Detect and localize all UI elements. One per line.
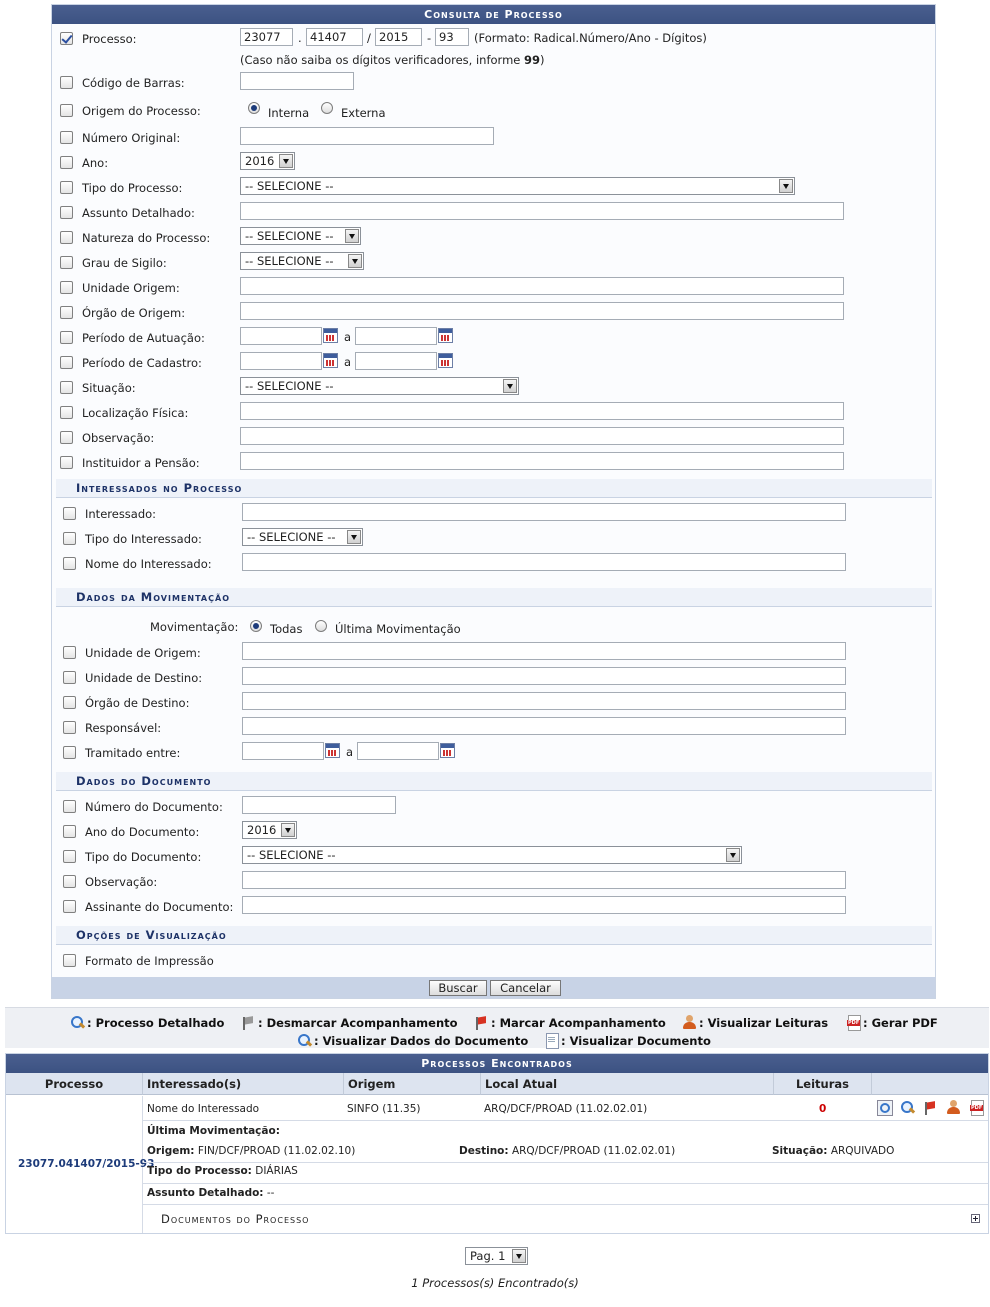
legend-leituras: : Visualizar Leituras: [682, 1015, 828, 1030]
unidade-origem-input[interactable]: [240, 277, 844, 295]
row-codigo-barras: [52, 71, 935, 95]
row-interessado: Nome do Interessado: [147, 1103, 260, 1115]
tipo-interessado-label: Tipo do Interessado:: [85, 532, 202, 546]
interessado-checkbox[interactable]: [63, 507, 76, 520]
origem-label: Origem do Processo:: [82, 104, 201, 118]
col-interessados: Interessado(s): [143, 1073, 344, 1095]
instituidor-checkbox[interactable]: [60, 456, 73, 469]
periodo-cadastro-checkbox[interactable]: [60, 356, 73, 369]
row-origem: [52, 99, 935, 123]
col-local: Local Atual: [481, 1073, 774, 1095]
row-assunto: [52, 201, 935, 225]
codigo-barras-checkbox[interactable]: [60, 76, 73, 89]
mov-tramitado-checkbox[interactable]: [63, 746, 76, 759]
form-title: Consulta de Processo: [52, 5, 935, 24]
ano-label: Ano:: [82, 156, 109, 170]
col-actions: [872, 1073, 988, 1095]
instituidor-label: Instituidor a Pensão:: [82, 456, 200, 470]
chevron-down-icon: [347, 530, 361, 544]
movimentacao-todas-label: Todas: [270, 622, 303, 636]
row-observacao: [52, 426, 935, 450]
unidade-origem-checkbox[interactable]: [60, 281, 73, 294]
ano-select[interactable]: 2016: [240, 152, 295, 170]
doc-assinante-label: Assinante do Documento:: [85, 900, 234, 914]
observacao-checkbox[interactable]: [60, 431, 73, 444]
processo-label: Processo:: [82, 32, 137, 46]
mov-orgao-destino-label: Órgão de Destino:: [85, 696, 190, 710]
row-mov-orgao-destino: [52, 691, 935, 715]
situacao-label: Situação:: [82, 381, 136, 395]
tipo-processo-select[interactable]: -- SELECIONE --: [240, 177, 795, 195]
legend-processo-detalhado: : Processo Detalhado: [70, 1015, 224, 1030]
doc-ano-select[interactable]: 2016: [242, 821, 297, 839]
chevron-down-icon: [779, 179, 793, 193]
row-interessado: [52, 502, 935, 526]
processo-formato: (Formato: Radical.Número/Ano - Dígitos): [474, 31, 707, 45]
buscar-button[interactable]: Buscar: [429, 980, 487, 996]
processo-numero-input[interactable]: 41407: [306, 28, 363, 46]
sigilo-checkbox[interactable]: [60, 256, 73, 269]
processo-radical-input[interactable]: 23077: [240, 28, 293, 46]
row-formato-impressao: [52, 949, 935, 973]
periodo-autuacao-fim-input[interactable]: [355, 327, 437, 345]
periodo-autuacao-checkbox[interactable]: [60, 331, 73, 344]
row-doc-observacao: [52, 870, 935, 894]
mov-tramitado-fim-input[interactable]: [357, 742, 439, 760]
nome-interessado-label: Nome do Interessado:: [85, 557, 212, 571]
mov-destino: Destino: ARQ/DCF/PROAD (11.02.02.01): [459, 1145, 676, 1157]
user-icon[interactable]: [946, 1100, 961, 1115]
mov-unidade-destino-input[interactable]: [242, 667, 846, 685]
pdf-icon: [846, 1015, 861, 1030]
row-nome-interessado: [52, 552, 935, 576]
origem-externa-label: Externa: [341, 106, 386, 120]
row-localizacao: [52, 401, 935, 425]
row-movimentacao: [52, 615, 935, 639]
mov-unidade-origem-input[interactable]: [242, 642, 846, 660]
ano-checkbox[interactable]: [60, 156, 73, 169]
expand-icon[interactable]: [971, 1214, 980, 1223]
origem-checkbox[interactable]: [60, 104, 73, 117]
situacao-select[interactable]: -- SELECIONE --: [240, 377, 519, 395]
calendar-icon[interactable]: [438, 353, 453, 368]
ultima-movimentacao-label: Última Movimentação:: [147, 1125, 280, 1137]
calendar-icon[interactable]: [325, 743, 340, 758]
processo-link[interactable]: 23077.041407/2015-93: [18, 1158, 155, 1170]
tipo-processo-checkbox[interactable]: [60, 181, 73, 194]
row-tipo-interessado: [52, 527, 935, 551]
interessado-label: Interessado:: [85, 507, 157, 521]
row-sigilo: [52, 251, 935, 275]
results-summary: 1 Processos(s) Encontrado(s): [411, 1276, 579, 1290]
row-mov-tramitado: Tramitado entre: a: [52, 741, 935, 765]
row-periodo-cadastro: Período de Cadastro: a: [52, 351, 935, 375]
row-situacao: [52, 376, 935, 400]
row-origem: SINFO (11.35): [347, 1103, 421, 1115]
row-mov-unidade-origem: [52, 641, 935, 665]
results-table: [5, 1053, 989, 1234]
doc-observacao-label: Observação:: [85, 875, 158, 889]
tipo-processo: Tipo do Processo: DIÁRIAS: [147, 1165, 298, 1177]
doc-observacao-input[interactable]: [242, 871, 846, 889]
row-orgao-origem: [52, 301, 935, 325]
row-unidade-origem: [52, 276, 935, 300]
calendar-icon[interactable]: [438, 328, 453, 343]
icon-legend: [5, 1007, 989, 1048]
natureza-checkbox[interactable]: [60, 231, 73, 244]
natureza-label: Natureza do Processo:: [82, 231, 211, 245]
periodo-cadastro-label: Período de Cadastro:: [82, 356, 202, 370]
legend-pdf: PDF : Gerar PDF: [846, 1015, 938, 1030]
consulta-processo-form: [51, 4, 936, 999]
mov-unidade-origem-label: Unidade de Origem:: [85, 646, 201, 660]
numero-original-label: Número Original:: [82, 131, 181, 145]
nome-interessado-checkbox[interactable]: [63, 557, 76, 570]
legend-dados-documento: : Visualizar Dados do Documento: [297, 1033, 528, 1048]
mov-unidade-origem-checkbox[interactable]: [63, 646, 76, 659]
interessados-section-title: Interessados no Processo: [56, 479, 932, 498]
visualizacao-section-title: Opções de Visualização: [56, 926, 932, 945]
processo-digitos-input[interactable]: 93: [435, 28, 469, 46]
magnifier-icon: [70, 1015, 85, 1030]
gray-flag-icon: [241, 1015, 256, 1030]
row-numero-original: [52, 126, 935, 150]
orgao-origem-checkbox[interactable]: [60, 306, 73, 319]
row-tipo-processo: [52, 176, 935, 200]
chevron-down-icon: [281, 823, 295, 837]
assunto-input[interactable]: [240, 202, 844, 220]
row-processo-hint: [52, 49, 935, 67]
documentos-do-processo: Documentos do Processo: [161, 1212, 310, 1226]
origem-interna-label: Interna: [268, 106, 310, 120]
doc-tipo-checkbox[interactable]: [63, 850, 76, 863]
interessado-input[interactable]: [242, 503, 846, 521]
legend-desmarcar: : Desmarcar Acompanhamento: [241, 1015, 458, 1030]
chevron-down-icon: [503, 379, 517, 393]
unidade-origem-label: Unidade Origem:: [82, 281, 180, 295]
row-doc-tipo: [52, 845, 935, 869]
col-leituras: Leituras: [774, 1073, 872, 1095]
cancelar-button[interactable]: Cancelar: [490, 980, 561, 996]
periodo-cadastro-inicio-input[interactable]: [240, 352, 322, 370]
mov-tramitado-label: Tramitado entre:: [85, 746, 181, 760]
sigilo-label: Grau de Sigilo:: [82, 256, 167, 270]
user-icon: [682, 1015, 697, 1030]
doc-numero-label: Número do Documento:: [85, 800, 223, 814]
documento-section-title: Dados do Documento: [56, 772, 932, 791]
processo-hint: (Caso não saiba os dígitos verificadores, informe 99): [240, 53, 545, 67]
chevron-down-icon: [512, 1249, 526, 1263]
row-processo: Processo: 23077 . 41407 / 2015 - 93 (Formato: Radical.Número/Ano - Dígitos): [52, 27, 935, 51]
movimentacao-label: Movimentação:: [150, 620, 239, 634]
doc-observacao-checkbox[interactable]: [63, 875, 76, 888]
localizacao-checkbox[interactable]: [60, 406, 73, 419]
chevron-down-icon: [345, 229, 359, 243]
col-processo: Processo: [6, 1073, 143, 1095]
doc-assinante-checkbox[interactable]: [63, 900, 76, 913]
row-leituras: 0: [819, 1103, 827, 1115]
codigo-barras-input[interactable]: [240, 72, 354, 90]
doc-ano-label: Ano do Documento:: [85, 825, 200, 839]
red-flag-icon[interactable]: [923, 1100, 938, 1115]
doc-assinante-input[interactable]: [242, 896, 846, 914]
row-doc-assinante: [52, 895, 935, 919]
tipo-processo-label: Tipo do Processo:: [82, 181, 183, 195]
localizacao-input[interactable]: [240, 402, 844, 420]
instituidor-input[interactable]: [240, 452, 844, 470]
formato-impressao-label: Formato de Impressão: [85, 954, 214, 968]
row-doc-ano: [52, 820, 935, 844]
tipo-interessado-checkbox[interactable]: [63, 532, 76, 545]
row-local: ARQ/DCF/PROAD (11.02.02.01): [484, 1103, 648, 1115]
mov-origem: Origem: FIN/DCF/PROAD (11.02.02.10): [147, 1145, 356, 1157]
row-instituidor: [52, 451, 935, 475]
mov-orgao-destino-checkbox[interactable]: [63, 696, 76, 709]
origem-externa-radio[interactable]: [321, 102, 333, 114]
situacao-checkbox[interactable]: [60, 381, 73, 394]
doc-tipo-select[interactable]: -- SELECIONE --: [242, 846, 742, 864]
doc-ano-checkbox[interactable]: [63, 825, 76, 838]
row-doc-numero: [52, 795, 935, 819]
origem-interna-radio[interactable]: [248, 102, 260, 114]
results-title: Processos Encontrados: [6, 1054, 988, 1073]
mov-responsavel-label: Responsável:: [85, 721, 162, 735]
calendar-icon[interactable]: [323, 328, 338, 343]
doc-numero-input[interactable]: [242, 796, 396, 814]
nome-interessado-input[interactable]: [242, 553, 846, 571]
processo-detalhado-icon[interactable]: [877, 1100, 892, 1115]
orgao-origem-label: Órgão de Origem:: [82, 306, 186, 320]
magnifier-icon: [297, 1033, 312, 1048]
assunto-label: Assunto Detalhado:: [82, 206, 195, 220]
periodo-cadastro-fim-input[interactable]: [355, 352, 437, 370]
periodo-autuacao-inicio-input[interactable]: [240, 327, 322, 345]
movimentacao-ultima-radio[interactable]: [315, 620, 327, 632]
page-select[interactable]: Pag. 1: [465, 1247, 528, 1265]
observacao-label: Observação:: [82, 431, 155, 445]
processo-ano-input[interactable]: 2015: [375, 28, 422, 46]
doc-tipo-label: Tipo do Documento:: [85, 850, 202, 864]
chevron-down-icon: [348, 254, 362, 268]
calendar-icon[interactable]: [323, 353, 338, 368]
row-ano: [52, 151, 935, 175]
row-mov-responsavel: [52, 716, 935, 740]
row-mov-unidade-destino: [52, 666, 935, 690]
document-icon: [544, 1033, 559, 1048]
tipo-interessado-select[interactable]: -- SELECIONE --: [242, 528, 363, 546]
mov-unidade-destino-checkbox[interactable]: [63, 671, 76, 684]
chevron-down-icon: [279, 154, 293, 168]
localizacao-label: Localização Física:: [82, 406, 189, 420]
legend-visualizar-documento: : Visualizar Documento: [544, 1033, 711, 1048]
processo-checkbox[interactable]: [60, 32, 73, 45]
sigilo-select[interactable]: -- SELECIONE --: [240, 252, 364, 270]
pdf-icon[interactable]: [969, 1100, 984, 1115]
observacao-input[interactable]: [240, 427, 844, 445]
mov-unidade-destino-label: Unidade de Destino:: [85, 671, 203, 685]
doc-numero-checkbox[interactable]: [63, 800, 76, 813]
magnifier-icon[interactable]: [900, 1100, 915, 1115]
calendar-icon[interactable]: [440, 743, 455, 758]
formato-impressao-checkbox[interactable]: [63, 954, 76, 967]
codigo-barras-label: Código de Barras:: [82, 76, 185, 90]
natureza-select[interactable]: -- SELECIONE --: [240, 227, 361, 245]
red-flag-icon: [474, 1015, 489, 1030]
mov-tramitado-inicio-input[interactable]: [242, 742, 324, 760]
mov-situacao: Situação: ARQUIVADO: [772, 1145, 895, 1157]
form-footer: [52, 977, 935, 998]
assunto-checkbox[interactable]: [60, 206, 73, 219]
mov-responsavel-checkbox[interactable]: [63, 721, 76, 734]
movimentacao-section-title: Dados da Movimentação: [56, 588, 932, 607]
periodo-autuacao-label: Período de Autuação:: [82, 331, 205, 345]
mov-orgao-destino-input[interactable]: [242, 692, 846, 710]
movimentacao-ultima-label: Última Movimentação: [335, 622, 461, 636]
numero-original-checkbox[interactable]: [60, 131, 73, 144]
chevron-down-icon: [726, 848, 740, 862]
processo-cell: [6, 1096, 155, 1233]
assunto-detalhado: Assunto Detalhado: --: [147, 1187, 275, 1199]
orgao-origem-input[interactable]: [240, 302, 844, 320]
numero-original-input[interactable]: [240, 127, 494, 145]
mov-responsavel-input[interactable]: [242, 717, 846, 735]
row-periodo-autuacao: Período de Autuação: a: [52, 326, 935, 350]
movimentacao-todas-radio[interactable]: [250, 620, 262, 632]
legend-marcar: : Marcar Acompanhamento: [474, 1015, 666, 1030]
col-origem: Origem: [344, 1073, 481, 1095]
row-natureza: [52, 226, 935, 250]
